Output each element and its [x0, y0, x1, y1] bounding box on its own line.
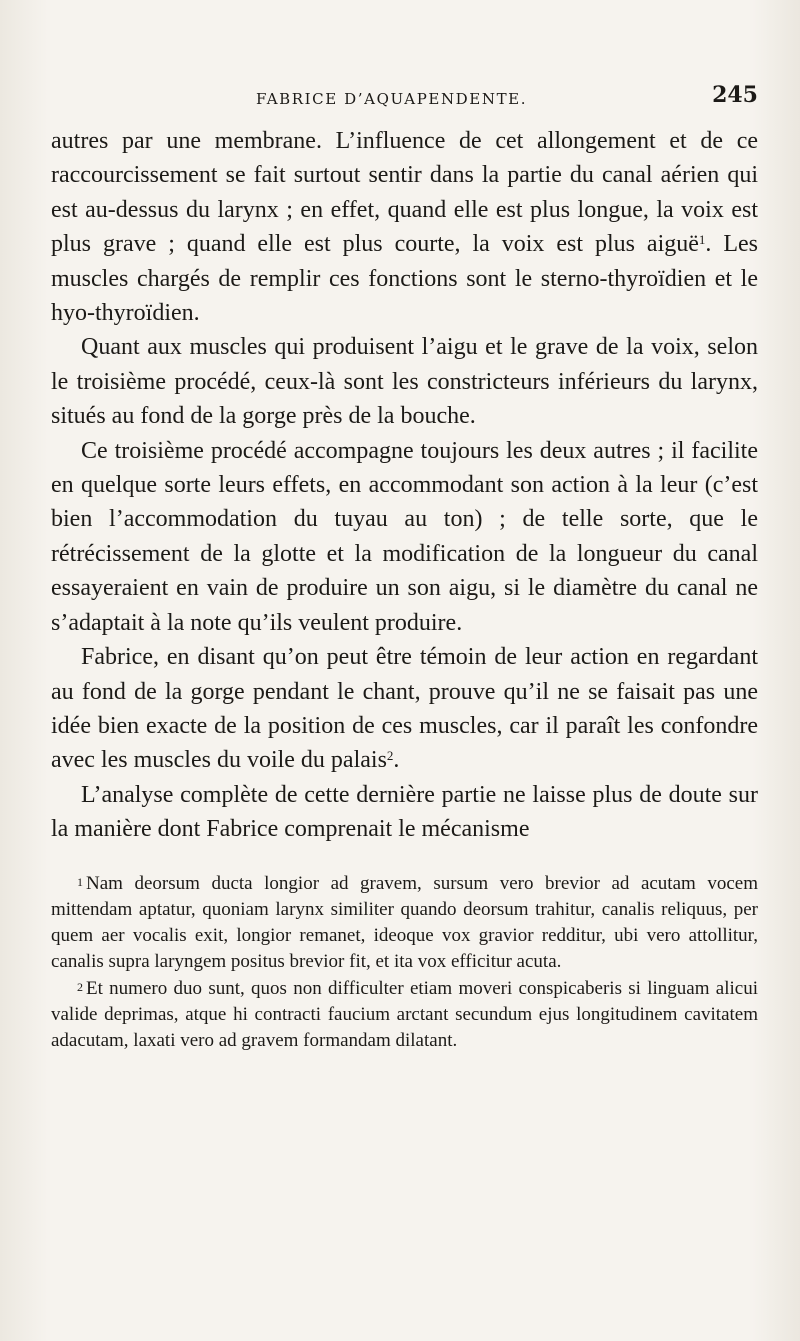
footnote-reference-2: 2 — [386, 748, 394, 764]
paragraph-1-text-end: . Les muscles chargés de remplir ces fonctions sont le sterno-thyroïdien et le hyo-thyroïdien. — [51, 231, 759, 327]
body-text — [51, 124, 758, 847]
paragraph-4-text: Fabrice, en disant qu’on peut être témoin de leur action en regardant au fond de la gorge pendant le chant, prouve qu’il ne se faisait pas une idée bien exacte de la position de ces muscles, car il paraît les confondre avec les muscles du voile du palais — [51, 644, 758, 774]
paragraph-2: Quant aux muscles qui produisent l’aigu et le grave de la voix, selon le troisième procédé, ceux-là sont les constricteurs inférieurs du larynx, situés au fond de la gorge près de la bouche. — [51, 334, 758, 430]
paragraph-1-text: autres par une membrane. L’influence de cet allongement et de ce raccourcissement se fait surtout sentir dans la partie du canal aérien qui est au-dessus du larynx ; en effet, quand elle est plus longue, la voix est plus grave ; quand elle est plus courte, la voix est plus aiguë — [51, 128, 758, 258]
footnote-1-mark: 1 — [77, 874, 83, 889]
paragraph-3: Ce troisième procédé accompagne toujours les deux autres ; il facilite en quelque sorte leurs effets, en accommodant son action à la leur (c’est bien l’accommodation du tuyau au ton) ; de telle sorte, que le rétrécissement de la glotte et la modification de la longueur du canal essayeraient en vain de produire un son aigu, si le diamètre du canal ne s’adaptait à la note qu’ils veulent produire. — [51, 437, 758, 636]
footnote-1-text: Nam deorsum ducta longior ad gravem, sursum vero brevior ad acutam vocem mittendam aptatur, quoniam larynx similiter quando deorsum trahitur, canalis reliquus, per quem aer vocalis exit, longior remanet, ideoque vox gravior redditur, ubi vero attollitur, canalis supra laryngem positus brevior fit, et ita vox efficitur acuta. — [51, 872, 758, 973]
paragraph-1 — [51, 124, 758, 330]
paragraph-5: L’analyse complète de cette dernière partie ne laisse plus de doute sur la manière dont Fabrice comprenait le mécanisme — [51, 781, 758, 843]
running-head — [51, 78, 758, 120]
page-number: 245 — [712, 82, 758, 108]
footnote-2-mark: 2 — [77, 979, 83, 994]
footnote-2 — [51, 976, 758, 1055]
paragraph-4 — [51, 640, 758, 778]
running-title: FABRICE D’AQUAPENDENTE. — [256, 90, 528, 108]
footnotes — [51, 871, 758, 1055]
footnote-2-text: Et numero duo sunt, quos non difficulter etiam moveri conspicaberis si linguam alicui valide deprimas, atque hi contracti faucium arctant secundum ejus longitudinem cavitatem adacutam, laxati vero ad gravem formandam dilatant. — [51, 977, 758, 1052]
footnote-1 — [51, 871, 758, 976]
paragraph-4-text-end: . — [393, 747, 400, 774]
footnote-reference-1: 1 — [698, 232, 706, 248]
